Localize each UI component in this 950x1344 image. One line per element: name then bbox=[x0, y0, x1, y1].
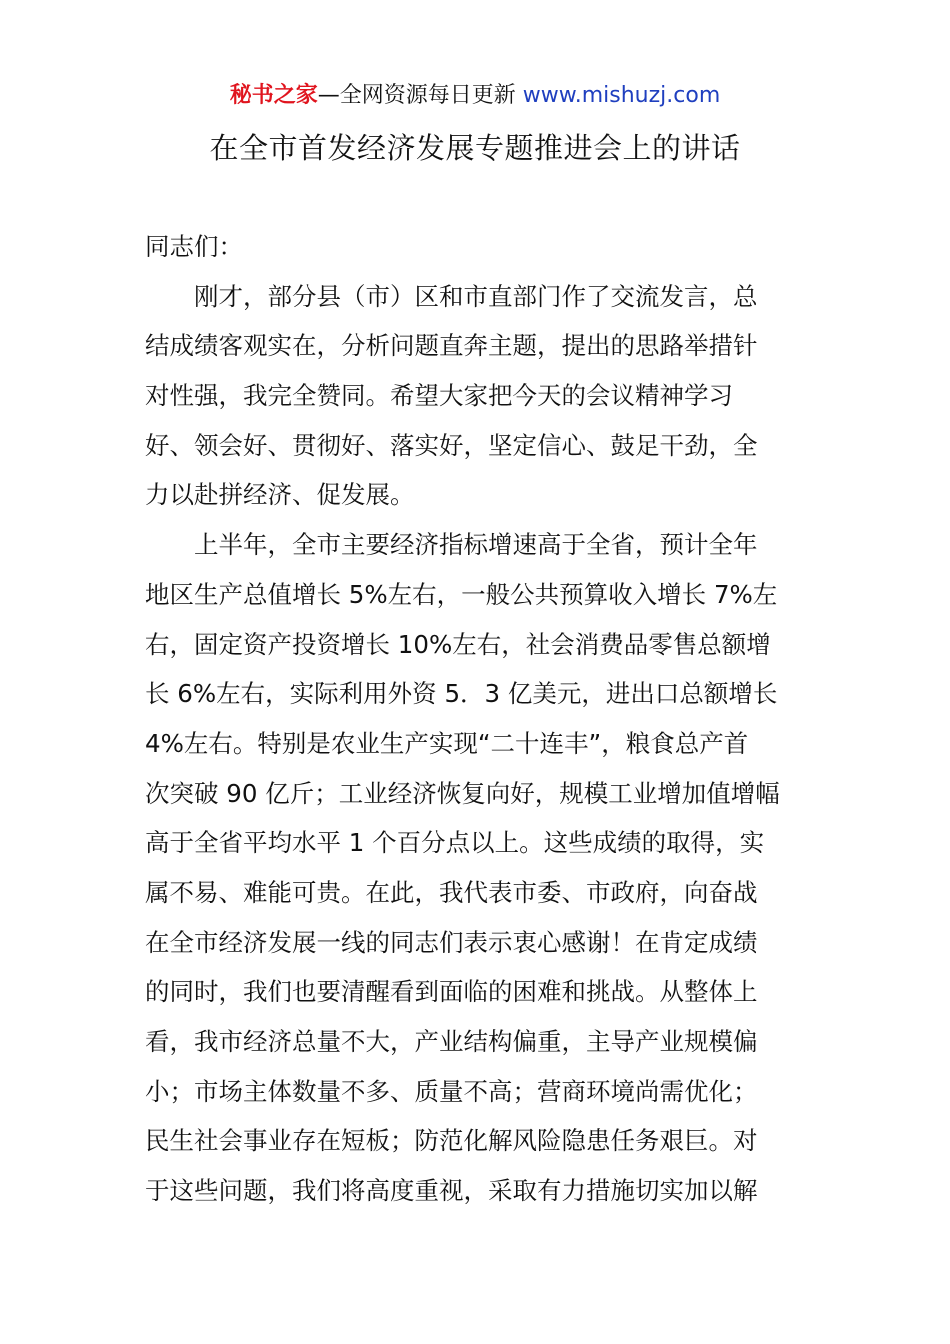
text-line: 看，我市经济总量不大，产业结构偏重，主导产业规模偏 bbox=[145, 1027, 758, 1056]
site-url-link[interactable]: www.mishuzj.com bbox=[522, 83, 721, 108]
text-line: 小；市场主体数量不多、质量不高；营商环境尚需优化； bbox=[145, 1076, 758, 1106]
text-line: 高于全省平均水平 1 个百分点以上。这些成绩的取得，实 bbox=[145, 828, 765, 858]
text-line: 上半年，全市主要经济指标增速高于全省，预计全年 bbox=[194, 530, 758, 560]
text-line: 右，固定资产投资增长 10%左右，社会消费品零售总额增 bbox=[145, 629, 771, 659]
document-title: 在全市首发经济发展专题推进会上的讲话 bbox=[209, 131, 741, 165]
text-line: 4%左右。特别是农业生产实现“二十连丰”，粮食总产首 bbox=[145, 728, 749, 758]
site-tagline: —全网资源每日更新 bbox=[317, 83, 516, 108]
text-line: 刚才，部分县（市）区和市直部门作了交流发言，总 bbox=[194, 281, 758, 311]
text-line: 长 6%左右，实际利用外资 5．3 亿美元，进出口总额增长 bbox=[145, 679, 778, 709]
text-line: 好、领会好、贯彻好、落实好，坚定信心、鼓足干劲，全 bbox=[145, 430, 758, 460]
text-line: 地区生产总值增长 5%左右，一般公共预算收入增长 7%左 bbox=[145, 579, 778, 609]
site-header bbox=[0, 80, 950, 112]
text-line: 的同时，我们也要清醒看到面临的困难和挑战。从整体上 bbox=[145, 977, 758, 1007]
text-line: 次突破 90 亿斤；工业经济恢复向好，规模工业增加值增幅 bbox=[145, 778, 780, 808]
document-body bbox=[145, 222, 807, 1216]
text-line: 民生社会事业存在短板；防范化解风险隐患任务艰巨。对 bbox=[145, 1126, 758, 1156]
text-line: 对性强，我完全赞同。希望大家把今天的会议精神学习 bbox=[145, 381, 733, 411]
text-line: 在全市经济发展一线的同志们表示衷心感谢！在肯定成绩 bbox=[145, 927, 758, 957]
text-line: 结成绩客观实在，分析问题直奔主题，提出的思路举措针 bbox=[145, 331, 758, 361]
site-brand: 秘书之家 bbox=[229, 83, 318, 108]
text-line: 于这些问题，我们将高度重视，采取有力措施切实加以解 bbox=[145, 1176, 758, 1206]
text-line: 属不易、难能可贵。在此，我代表市委、市政府，向奋战 bbox=[145, 877, 758, 907]
text-line: 力以赴拼经济、促发展。 bbox=[145, 480, 415, 510]
salutation: 同志们： bbox=[145, 232, 243, 261]
